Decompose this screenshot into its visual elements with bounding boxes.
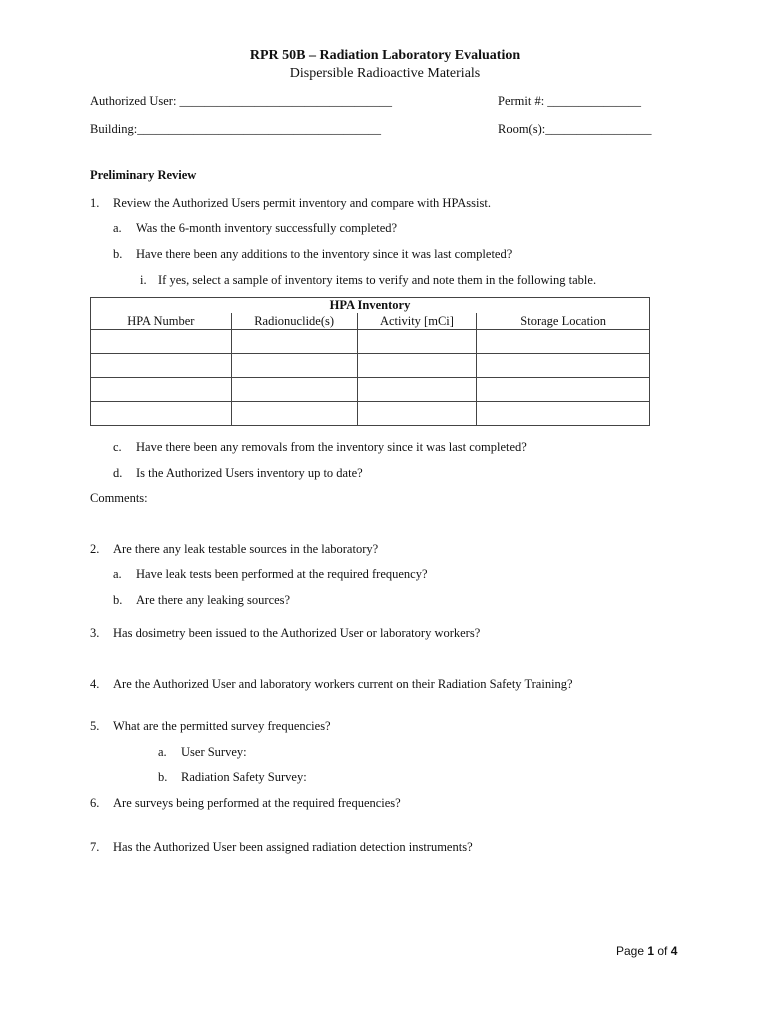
page-of: of [654, 944, 671, 958]
table-cell[interactable] [91, 330, 232, 354]
q6-text: Are surveys being performed at the required frequencies? [113, 796, 401, 810]
authorized-user-field[interactable]: Authorized User: __________________________________ [90, 94, 393, 108]
q1bi-text: If yes, select a sample of inventory items to verify and note them in the following table. [158, 273, 597, 287]
table-cell[interactable] [357, 354, 477, 378]
q7-text: Has the Authorized User been assigned radiation detection instruments? [113, 840, 473, 854]
table-row [91, 330, 650, 354]
q5b-text: Radiation Safety Survey: [181, 770, 307, 784]
section-heading: Preliminary Review [90, 168, 197, 182]
table-cell[interactable] [357, 402, 477, 426]
table-cell[interactable] [357, 378, 477, 402]
table-row [91, 402, 650, 426]
q4-number: 4. [90, 677, 100, 691]
document-subtitle: Dispersible Radioactive Materials [289, 66, 481, 81]
column-header: HPA Number [91, 313, 232, 330]
column-header: Storage Location [477, 313, 650, 330]
q1d-marker: d. [113, 466, 123, 480]
page-number [616, 944, 677, 958]
q2a-marker: a. [113, 567, 122, 581]
q3-text: Has dosimetry been issued to the Authorized User or laboratory workers? [113, 626, 481, 640]
table-title: HPA Inventory [91, 298, 650, 314]
table-cell[interactable] [357, 330, 477, 354]
q5a-marker: a. [158, 745, 167, 759]
table-cell[interactable] [91, 354, 232, 378]
table-cell[interactable] [477, 378, 650, 402]
table-row [91, 354, 650, 378]
document-title: RPR 50B – Radiation Laboratory Evaluation [249, 48, 521, 63]
q1b-marker: b. [113, 247, 123, 261]
q1a-text: Was the 6-month inventory successfully completed? [136, 221, 398, 235]
q2-number: 2. [90, 542, 100, 556]
building-field[interactable]: Building:_______________________________________ [90, 122, 381, 136]
table-row [91, 378, 650, 402]
q1c-text: Have there been any removals from the inventory since it was last completed? [136, 440, 527, 454]
table-cell[interactable] [231, 378, 357, 402]
table-cell[interactable] [477, 402, 650, 426]
q1-text: Review the Authorized Users permit inventory and compare with HPAssist. [113, 196, 491, 210]
table-cell[interactable] [477, 330, 650, 354]
q6-number: 6. [90, 796, 100, 810]
column-header: Radionuclide(s) [231, 313, 357, 330]
q7-number: 7. [90, 840, 100, 854]
table-cell[interactable] [91, 378, 232, 402]
table-cell[interactable] [231, 330, 357, 354]
q3-number: 3. [90, 626, 100, 640]
q1b-text: Have there been any additions to the inventory since it was last completed? [136, 247, 513, 261]
q2a-text: Have leak tests been performed at the required frequency? [136, 567, 428, 581]
table-cell[interactable] [91, 402, 232, 426]
table-cell[interactable] [231, 402, 357, 426]
q1-number: 1. [90, 196, 100, 210]
q5a-text: User Survey: [181, 745, 247, 759]
permit-field[interactable]: Permit #: _______________ [498, 94, 642, 108]
q1bi-marker: i. [140, 273, 147, 287]
q2-text: Are there any leak testable sources in the laboratory? [113, 542, 379, 556]
q5-number: 5. [90, 719, 100, 733]
table-cell[interactable] [231, 354, 357, 378]
q4-text: Are the Authorized User and laboratory workers current on their Radiation Safety Training? [113, 677, 573, 691]
page-prefix: Page [616, 944, 648, 958]
q1a-marker: a. [113, 221, 122, 235]
q5b-marker: b. [158, 770, 168, 784]
hpa-inventory-table [90, 297, 650, 426]
comments-label: Comments: [90, 491, 148, 505]
current-page: 1 [647, 944, 655, 958]
column-header: Activity [mCi] [357, 313, 477, 330]
q1d-text: Is the Authorized Users inventory up to date? [136, 466, 363, 480]
q5-text: What are the permitted survey frequencies? [113, 719, 331, 733]
q2b-marker: b. [113, 593, 123, 607]
rooms-field[interactable]: Room(s):_________________ [498, 122, 652, 136]
q2b-text: Are there any leaking sources? [136, 593, 291, 607]
total-pages: 4 [670, 944, 678, 958]
table-cell[interactable] [477, 354, 650, 378]
q1c-marker: c. [113, 440, 122, 454]
